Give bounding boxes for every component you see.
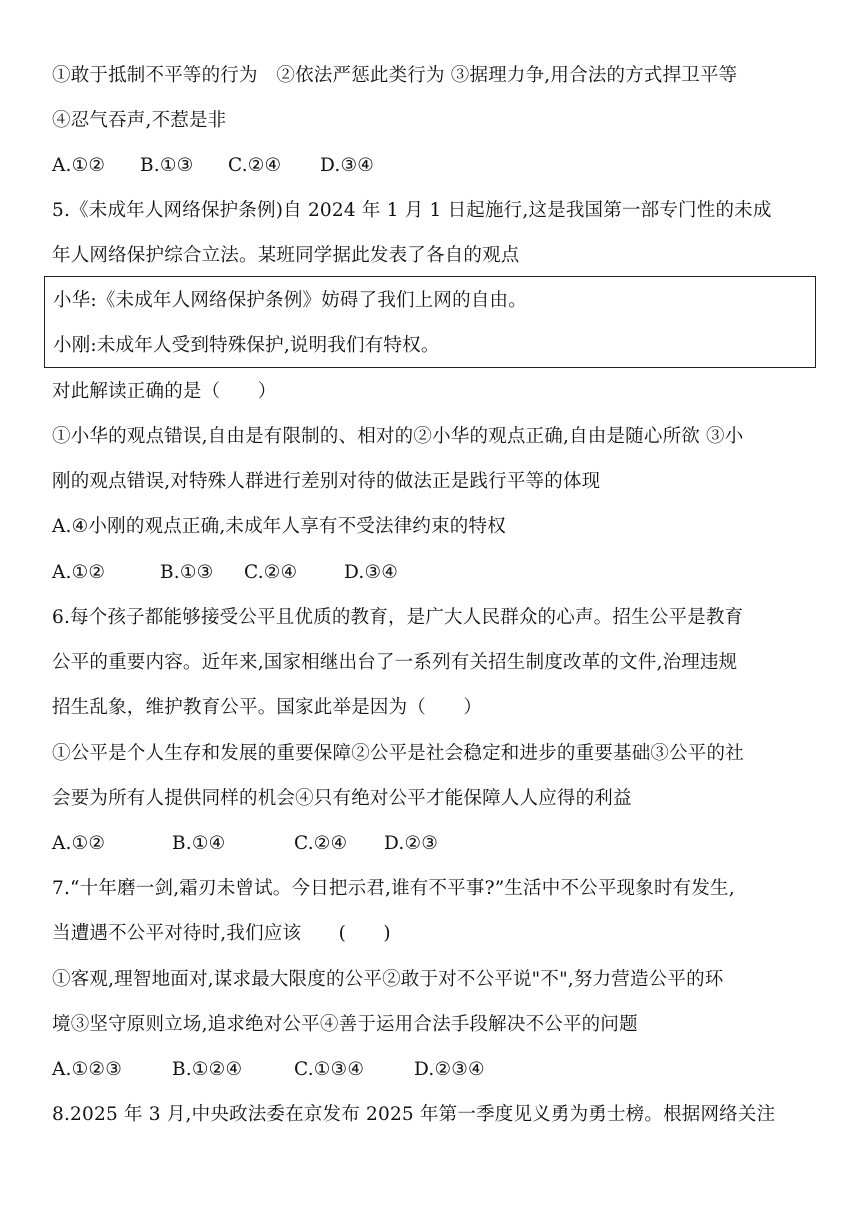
- q5-option-a: A.①②: [52, 562, 106, 583]
- q7-stem-line-2: 当遭遇不公平对待时,我们应该 ( ): [52, 923, 391, 944]
- q5-viewpoint-xiaogang: 小刚:未成年人受到特殊保护,说明我们有特权。: [53, 335, 440, 356]
- q6-choice-line-2: 会要为所有人提供同样的机会④只有绝对公平才能保障人人应得的利益: [52, 788, 632, 809]
- q4-options: [52, 154, 820, 178]
- q6-options: [52, 832, 820, 856]
- q4-choice-line-1: ①敢于抵制不平等的行为 ②依法严惩此类行为 ③据理力争,用合法的方式捍卫平等: [52, 65, 738, 86]
- q4-option-a: A.①②: [52, 155, 106, 176]
- q7-choice-line-1: ①客观,理智地面对,谋求最大限度的公平②敢于对不公平说"不",努力营造公平的环: [52, 969, 724, 990]
- q7-stem-line-1: 7.“十年磨一剑,霜刃未曾试。今日把示君,谁有不平事?”生活中不公平现象时有发生,: [52, 878, 735, 899]
- q5-option-b: B.①③: [160, 562, 214, 583]
- q6-stem-line-3: 招生乱象，维护教育公平。国家此举是因为（ ）: [52, 697, 483, 718]
- q6-stem-line-2: 公平的重要内容。近年来,国家相继出台了一系列有关招生制度改革的文件,治理违规: [52, 652, 738, 673]
- q7-options: [52, 1058, 820, 1082]
- q5-choice-line-2: 刚的观点错误,对特殊人群进行差别对待的做法正是践行平等的体现: [52, 471, 601, 492]
- q4-option-d: D.③④: [320, 155, 375, 176]
- q5-viewpoint-xiaohua: 小华:《未成年人网络保护条例》妨碍了我们上网的自由。: [53, 290, 527, 311]
- q7-option-a: A.①②③: [52, 1059, 122, 1080]
- q5-options: [52, 561, 820, 585]
- q7-option-d: D.②③④: [414, 1059, 485, 1080]
- q6-choice-line-1: ①公平是个人生存和发展的重要保障②公平是社会稳定和进步的重要基础③公平的社: [52, 743, 744, 764]
- q5-stem-line-1: 5.《未成年人网络保护条例)自 2024 年 1 月 1 日起施行,这是我国第一部专门性的未成: [52, 200, 772, 221]
- q5-stem-line-2: 年人网络保护综合立法。某班同学据此发表了各自的观点: [52, 245, 520, 266]
- q5-question: 对此解读正确的是（ ）: [52, 381, 277, 402]
- q7-option-c: C.①③④: [294, 1059, 365, 1080]
- q5-choice-line-1: ①小华的观点错误,自由是有限制的、相对的②小华的观点正确,自由是随心所欲 ③小: [52, 426, 744, 447]
- q4-option-c: C.②④: [228, 155, 282, 176]
- q6-option-d: D.②③: [384, 833, 439, 854]
- q5-option-c: C.②④: [244, 562, 298, 583]
- q6-option-a: A.①②: [52, 833, 106, 854]
- q5-choice-line-3: A.④小刚的观点正确,未成年人享有不受法律约束的特权: [52, 516, 506, 537]
- q5-option-d: D.③④: [344, 562, 399, 583]
- q7-option-b: B.①②④: [172, 1059, 243, 1080]
- q6-option-c: C.②④: [294, 833, 348, 854]
- q8-stem-line-1: 8.2025 年 3 月,中央政法委在京发布 2025 年第一季度见义勇为勇士榜。根据网络关注: [52, 1104, 776, 1125]
- q5-viewpoint-box: [44, 276, 816, 368]
- q4-option-b: B.①③: [140, 155, 194, 176]
- q7-choice-line-2: 境③坚守原则立场,追求绝对公平④善于运用合法手段解决不公平的问题: [52, 1014, 638, 1035]
- q6-option-b: B.①④: [172, 833, 226, 854]
- q4-choice-line-2: ④忍气吞声,不惹是非: [52, 110, 227, 131]
- q6-stem-line-1: 6.每个孩子都能够接受公平且优质的教育，是广大人民群众的心声。招生公平是教育: [52, 607, 744, 628]
